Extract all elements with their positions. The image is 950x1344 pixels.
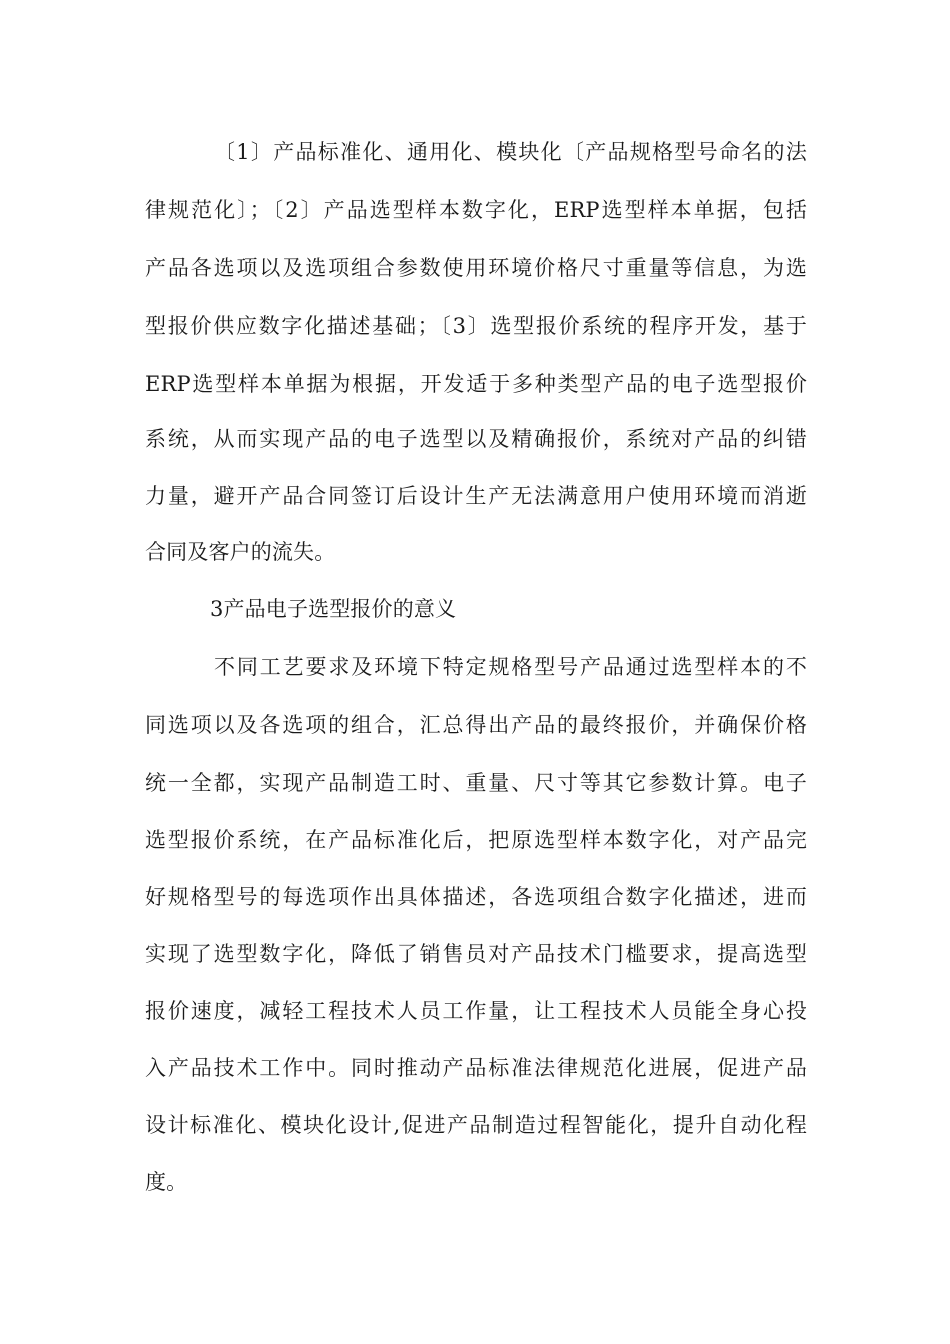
section-heading: 3产品电子选型报价的意义: [210, 597, 457, 621]
paragraph-line: 〔1〕产品标准化、通用化、模块化〔产品规格型号命名的法: [214, 140, 807, 164]
paragraph-line: 同选项以及各选项的组合，汇总得出产品的最终报价，并确保价格: [145, 713, 807, 737]
paragraph-line: 选型报价系统，在产品标准化后，把原选型样本数字化，对产品完: [145, 828, 807, 852]
paragraph-line: 实现了选型数字化，降低了销售员对产品技术门槛要求，提高选型: [145, 942, 807, 966]
paragraph-line: 统一全都，实现产品制造工时、重量、尺寸等其它参数计算。电子: [145, 771, 807, 795]
paragraph-line: 力量，避开产品合同签订后设计生产无法满意用户使用环境而消逝: [145, 484, 807, 508]
paragraph-line: ERP选型样本单据为根据，开发适于多种类型产品的电子选型报价: [145, 372, 807, 396]
paragraph-line: 系统，从而实现产品的电子选型以及精确报价，系统对产品的纠错: [145, 427, 807, 451]
paragraph-line: 报价速度，减轻工程技术人员工作量，让工程技术人员能全身心投: [145, 999, 807, 1023]
paragraph-line: 合同及客户的流失。: [145, 540, 336, 564]
paragraph-line: 度。: [145, 1170, 188, 1194]
paragraph-line: 好规格型号的每选项作出具体描述，各选项组合数字化描述，进而: [145, 885, 807, 909]
paragraph-line: 产品各选项以及选项组合参数使用环境价格尺寸重量等信息，为选: [145, 256, 807, 280]
paragraph-line: 型报价供应数字化描述基础；〔3〕选型报价系统的程序开发，基于: [145, 314, 807, 338]
paragraph-line: 入产品技术工作中。同时推动产品标准法律规范化进展，促进产品: [145, 1056, 807, 1080]
paragraph-line: 律规范化〕；〔2〕产品选型样本数字化，ERP选型样本单据，包括: [145, 198, 807, 222]
paragraph-line: 设计标准化、模块化设计,促进产品制造过程智能化，提升自动化程: [145, 1113, 807, 1137]
paragraph-line: 不同工艺要求及环境下特定规格型号产品通过选型样本的不: [214, 655, 807, 679]
